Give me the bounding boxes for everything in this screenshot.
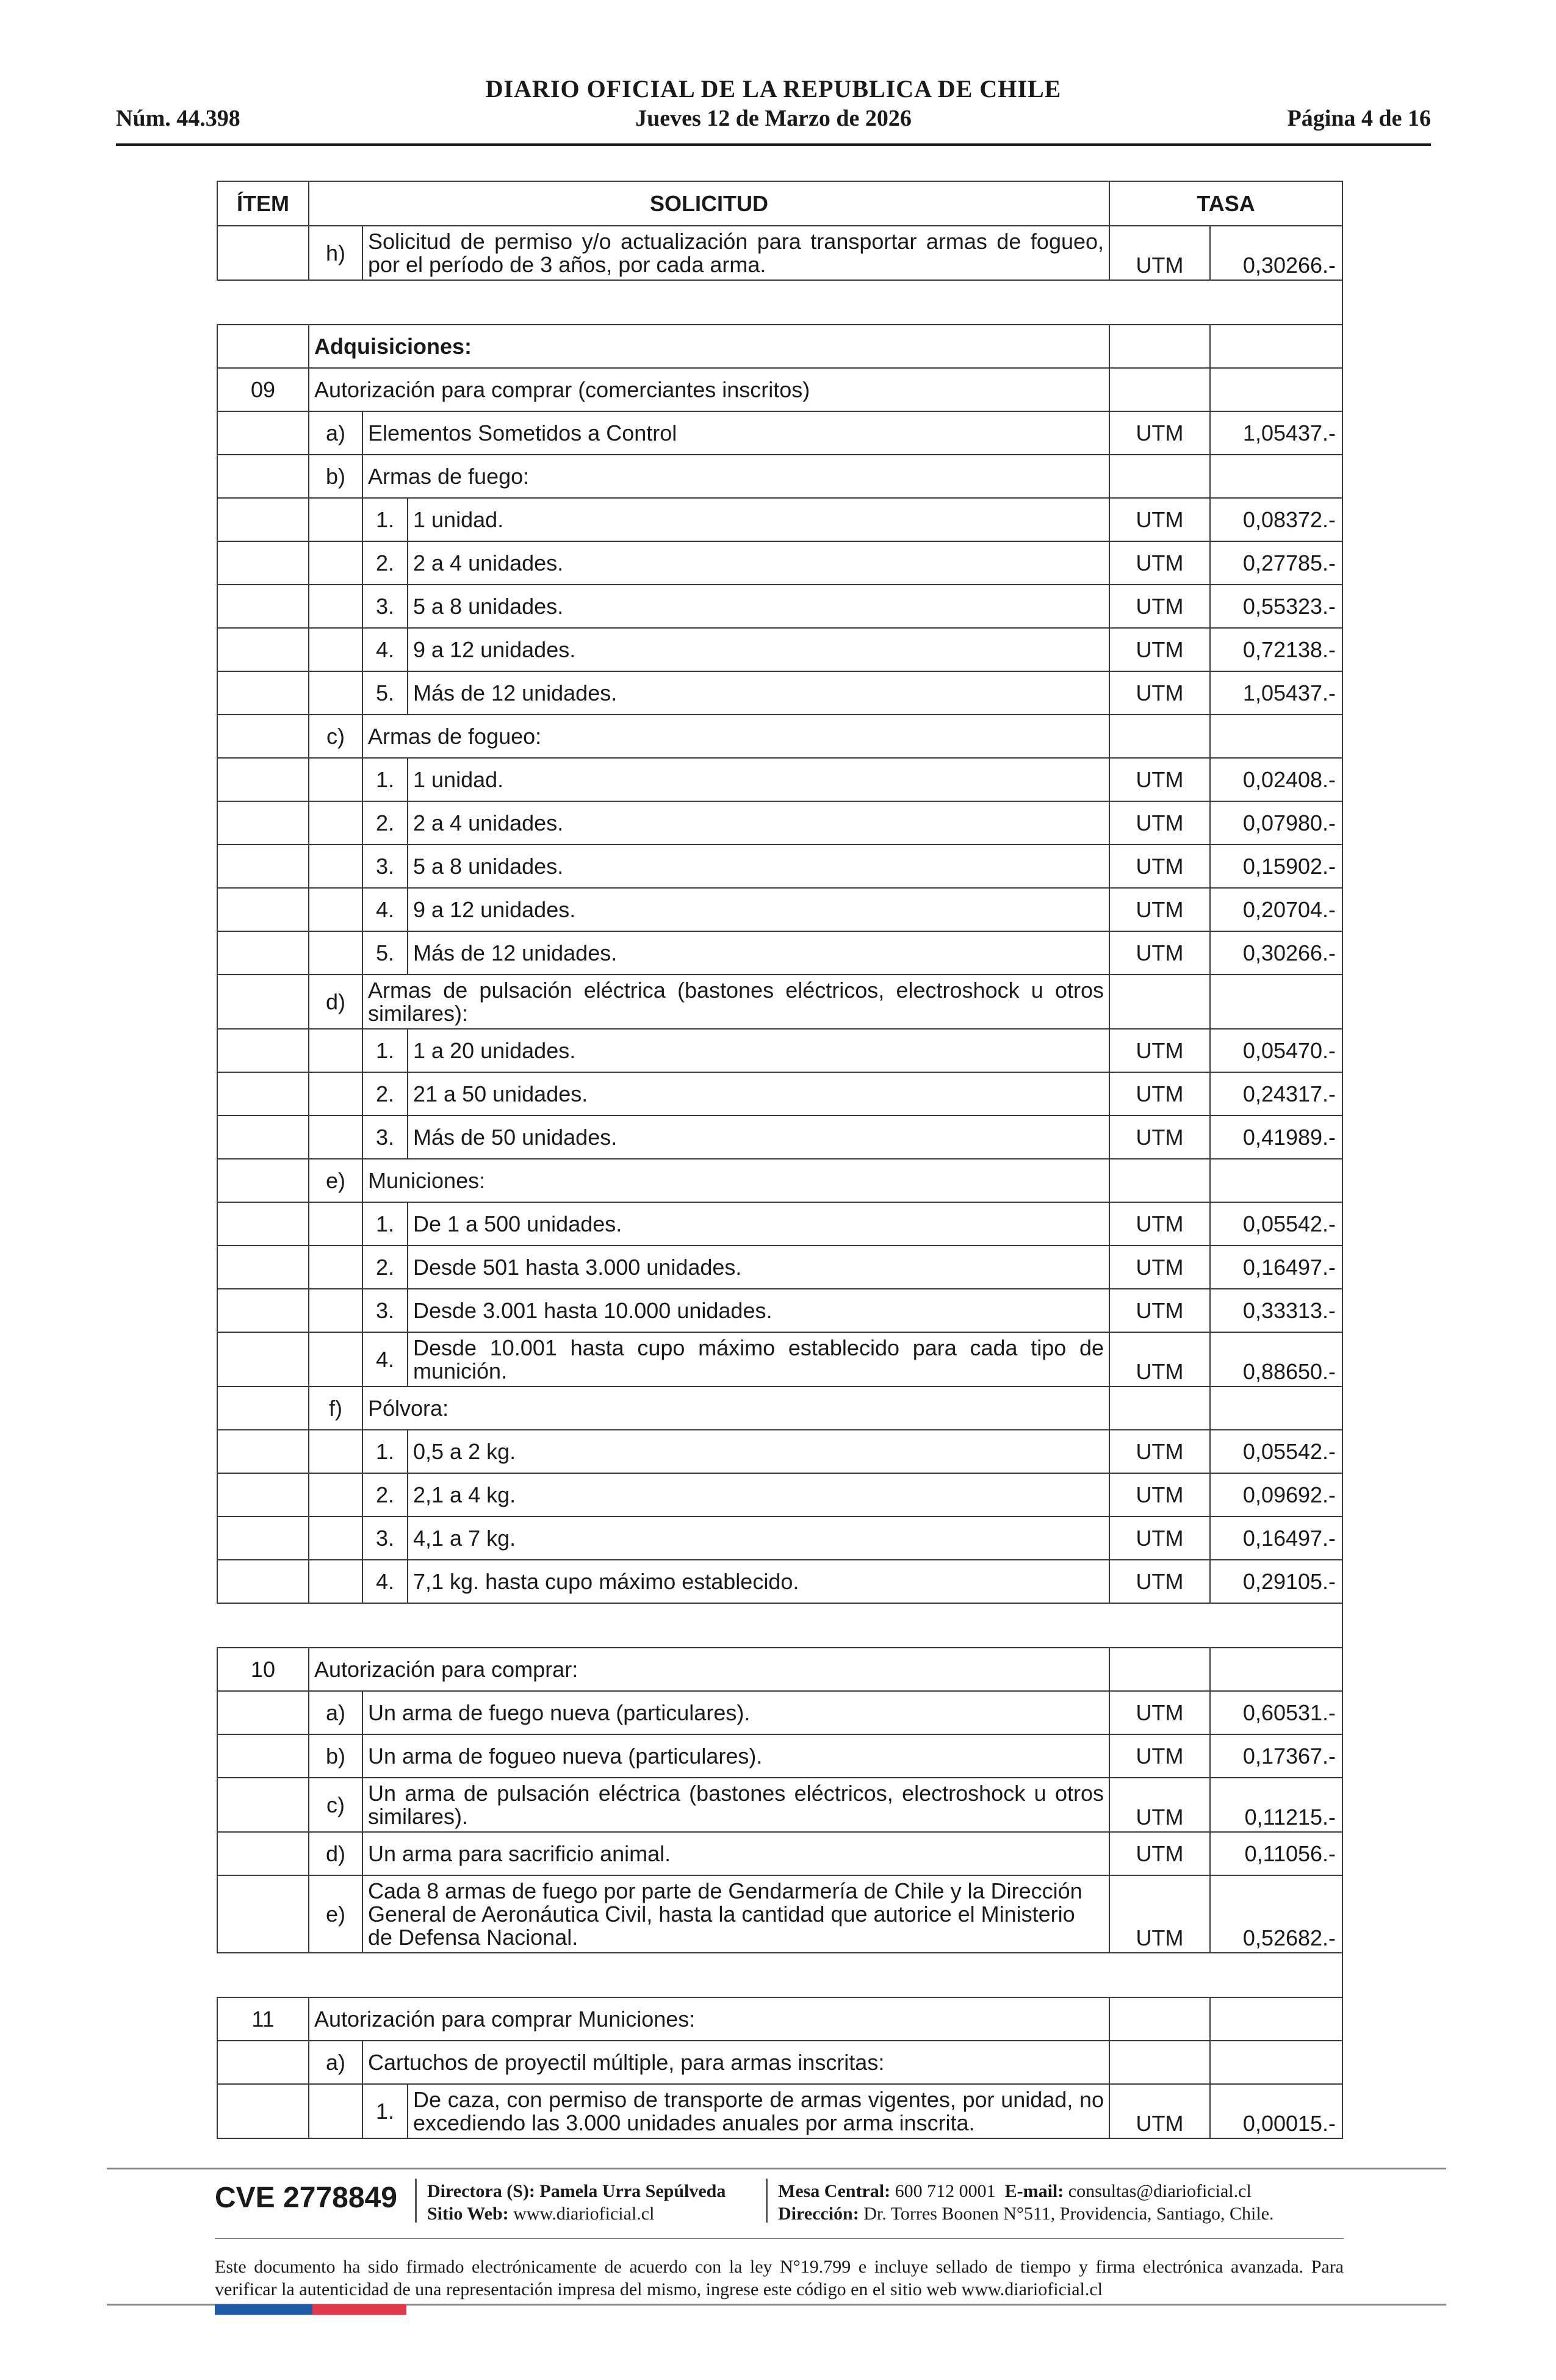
row-value: 1,05437.- bbox=[1210, 411, 1342, 455]
row-letter: d) bbox=[309, 975, 362, 1029]
table-row bbox=[217, 1516, 1342, 1560]
sub-number: 1. bbox=[362, 2084, 408, 2138]
sub-text: De caza, con permiso de transporte de armas vigentes, por unidad, no excediendo las 3.000 unidades anuales por arma inscrita. bbox=[408, 2084, 1109, 2138]
sub-text: 4,1 a 7 kg. bbox=[408, 1516, 1109, 1560]
sub-number: 2. bbox=[362, 1473, 408, 1516]
row-unit: UTM bbox=[1109, 411, 1210, 455]
direccion-label: Dirección: bbox=[778, 2204, 859, 2224]
sub-text: 2,1 a 4 kg. bbox=[408, 1473, 1109, 1516]
table-row bbox=[217, 455, 1342, 498]
header-item: ÍTEM bbox=[217, 181, 309, 226]
row-unit: UTM bbox=[1109, 1430, 1210, 1473]
item-title: Autorización para comprar Municiones: bbox=[309, 1997, 1109, 2041]
row-value: 0,20704.- bbox=[1210, 888, 1342, 931]
table-row bbox=[217, 975, 1342, 1029]
sub-text: 1 unidad. bbox=[408, 498, 1109, 541]
table-row bbox=[217, 1691, 1342, 1734]
row-letter: h) bbox=[309, 226, 362, 280]
row-unit: UTM bbox=[1109, 1332, 1210, 1387]
sub-text: Desde 10.001 hasta cupo máximo establecido para cada tipo de munición. bbox=[408, 1332, 1109, 1387]
row-unit: UTM bbox=[1109, 758, 1210, 801]
table-row bbox=[217, 845, 1342, 888]
row-unit: UTM bbox=[1109, 1516, 1210, 1560]
table-row bbox=[217, 325, 1342, 368]
page-number: Página 4 de 16 bbox=[1287, 106, 1431, 131]
row-unit: UTM bbox=[1109, 845, 1210, 888]
table-row bbox=[217, 1875, 1342, 1953]
row-value: 0,88650.- bbox=[1210, 1332, 1342, 1387]
row-unit: UTM bbox=[1109, 628, 1210, 671]
table-row bbox=[217, 1116, 1342, 1159]
item-number: 11 bbox=[217, 1997, 309, 2041]
signature-note: Este documento ha sido firmado electrónicamente de acuerdo con la ley N°19.799 e incluye sellado de tiempo y firma electrónica avanzada. Para verificar la autenticidad de una representación impresa del mismo, ingrese este código en el sitio web www.diarioficial.cl bbox=[215, 2257, 1344, 2299]
row-unit: UTM bbox=[1109, 498, 1210, 541]
table-row bbox=[217, 1997, 1342, 2041]
row-value: 0,11215.- bbox=[1210, 1778, 1342, 1832]
row-value: 0,29105.- bbox=[1210, 1560, 1342, 1603]
email-link[interactable]: consultas@diarioficial.cl bbox=[1068, 2181, 1252, 2201]
row-value: 0,05542.- bbox=[1210, 1202, 1342, 1246]
header-tasa: TASA bbox=[1109, 181, 1342, 226]
row-unit: UTM bbox=[1109, 1116, 1210, 1159]
table-row bbox=[217, 931, 1342, 975]
table-row bbox=[217, 226, 1342, 280]
row-text: Armas de fogueo: bbox=[362, 715, 1109, 758]
table-row bbox=[217, 758, 1342, 801]
row-unit: UTM bbox=[1109, 1734, 1210, 1778]
color-bar-blue bbox=[215, 2304, 312, 2315]
row-value: 0,55323.- bbox=[1210, 585, 1342, 628]
table-header-row bbox=[217, 181, 1342, 226]
color-bar-red bbox=[312, 2304, 406, 2315]
directora-name: Pamela Urra Sepúlveda bbox=[539, 2181, 726, 2201]
row-value: 0,00015.- bbox=[1210, 2084, 1342, 2138]
row-value: 0,02408.- bbox=[1210, 758, 1342, 801]
sub-number: 1. bbox=[362, 1202, 408, 1246]
sub-number: 4. bbox=[362, 628, 408, 671]
row-letter: a) bbox=[309, 411, 362, 455]
row-value: 0,08372.- bbox=[1210, 498, 1342, 541]
table-row bbox=[217, 411, 1342, 455]
newspaper-title: DIARIO OFICIAL DE LA REPUBLICA DE CHILE bbox=[485, 75, 1062, 103]
row-unit: UTM bbox=[1109, 1832, 1210, 1875]
row-unit: UTM bbox=[1109, 1691, 1210, 1734]
table-row bbox=[217, 1430, 1342, 1473]
row-letter: a) bbox=[309, 2041, 362, 2084]
web-label: Sitio Web: bbox=[427, 2204, 509, 2224]
sub-text: 1 unidad. bbox=[408, 758, 1109, 801]
sub-text: 9 a 12 unidades. bbox=[408, 888, 1109, 931]
sub-number: 3. bbox=[362, 1289, 408, 1332]
cve-code: CVE 2778849 bbox=[215, 2182, 397, 2214]
table-row bbox=[217, 1832, 1342, 1875]
row-value: 0,33313.- bbox=[1210, 1289, 1342, 1332]
item-title: Autorización para comprar (comerciantes inscritos) bbox=[309, 368, 1109, 411]
table-row bbox=[217, 1289, 1342, 1332]
table-row bbox=[217, 1246, 1342, 1289]
row-unit: UTM bbox=[1109, 1875, 1210, 1953]
sub-number: 1. bbox=[362, 498, 408, 541]
sub-number: 1. bbox=[362, 1430, 408, 1473]
table-row bbox=[217, 1560, 1342, 1603]
row-value: 0,15902.- bbox=[1210, 845, 1342, 888]
directora-label: Directora (S): bbox=[427, 2181, 535, 2201]
section-heading: Adquisiciones: bbox=[309, 325, 1109, 368]
item-title: Autorización para comprar: bbox=[309, 1648, 1109, 1691]
issue-number: Núm. 44.398 bbox=[116, 106, 240, 131]
footer-divider bbox=[107, 2168, 1446, 2169]
row-unit: UTM bbox=[1109, 801, 1210, 845]
sub-text: Más de 12 unidades. bbox=[408, 671, 1109, 715]
row-value: 0,05470.- bbox=[1210, 1029, 1342, 1072]
sub-text: 2 a 4 unidades. bbox=[408, 801, 1109, 845]
footer-separator bbox=[766, 2179, 768, 2223]
table-row bbox=[217, 715, 1342, 758]
sub-number: 4. bbox=[362, 888, 408, 931]
row-letter: c) bbox=[309, 1778, 362, 1832]
fee-table bbox=[217, 181, 1343, 2139]
row-unit: UTM bbox=[1109, 1246, 1210, 1289]
row-text: Elementos Sometidos a Control bbox=[362, 411, 1109, 455]
row-unit: UTM bbox=[1109, 585, 1210, 628]
row-text: Un arma de pulsación eléctrica (bastones eléctricos, electroshock u otros similares). bbox=[362, 1778, 1109, 1832]
row-letter: e) bbox=[309, 1159, 362, 1202]
sub-number: 3. bbox=[362, 585, 408, 628]
row-value: 0,72138.- bbox=[1210, 628, 1342, 671]
row-text: Armas de fuego: bbox=[362, 455, 1109, 498]
sub-number: 3. bbox=[362, 1116, 408, 1159]
sub-number: 5. bbox=[362, 671, 408, 715]
row-letter: a) bbox=[309, 1691, 362, 1734]
table-row bbox=[217, 1734, 1342, 1778]
row-unit: UTM bbox=[1109, 226, 1210, 280]
sub-text: Desde 501 hasta 3.000 unidades. bbox=[408, 1246, 1109, 1289]
table-row bbox=[217, 1029, 1342, 1072]
item-number: 09 bbox=[217, 368, 309, 411]
header-solicitud: SOLICITUD bbox=[309, 181, 1109, 226]
web-link[interactable]: www.diarioficial.cl bbox=[513, 2204, 655, 2224]
row-letter: c) bbox=[309, 715, 362, 758]
sub-number: 1. bbox=[362, 758, 408, 801]
item-number: 10 bbox=[217, 1648, 309, 1691]
row-unit: UTM bbox=[1109, 541, 1210, 585]
footer-separator bbox=[415, 2179, 417, 2223]
row-value: 0,24317.- bbox=[1210, 1072, 1342, 1116]
sub-text: Más de 50 unidades. bbox=[408, 1116, 1109, 1159]
sub-text: 2 a 4 unidades. bbox=[408, 541, 1109, 585]
row-unit: UTM bbox=[1109, 1029, 1210, 1072]
row-text: Un arma de fogueo nueva (particulares). bbox=[362, 1734, 1109, 1778]
row-value: 0,05542.- bbox=[1210, 1430, 1342, 1473]
sub-text: 21 a 50 unidades. bbox=[408, 1072, 1109, 1116]
row-value: 0,41989.- bbox=[1210, 1116, 1342, 1159]
direccion-value: Dr. Torres Boonen N°511, Providencia, Santiago, Chile. bbox=[863, 2204, 1274, 2224]
row-value: 0,27785.- bbox=[1210, 541, 1342, 585]
sub-number: 2. bbox=[362, 541, 408, 585]
table-row bbox=[217, 2084, 1342, 2138]
row-value: 0,30266.- bbox=[1210, 226, 1342, 280]
row-unit: UTM bbox=[1109, 1202, 1210, 1246]
row-value: 0,60531.- bbox=[1210, 1691, 1342, 1734]
row-letter: d) bbox=[309, 1832, 362, 1875]
row-value: 0,11056.- bbox=[1210, 1832, 1342, 1875]
row-text: Solicitud de permiso y/o actualización para transportar armas de fogueo, por el período de 3 años, por cada arma. bbox=[362, 226, 1109, 280]
table-row bbox=[217, 1072, 1342, 1116]
mesa-label: Mesa Central: bbox=[778, 2181, 891, 2201]
row-value: 0,16497.- bbox=[1210, 1246, 1342, 1289]
sub-number: 4. bbox=[362, 1560, 408, 1603]
sub-number: 2. bbox=[362, 801, 408, 845]
row-text: Pólvora: bbox=[362, 1387, 1109, 1430]
sub-number: 3. bbox=[362, 1516, 408, 1560]
row-value: 0,07980.- bbox=[1210, 801, 1342, 845]
table-row bbox=[217, 801, 1342, 845]
sub-number: 3. bbox=[362, 845, 408, 888]
table-row bbox=[217, 368, 1342, 411]
table-row bbox=[217, 498, 1342, 541]
sub-text: Desde 3.001 hasta 10.000 unidades. bbox=[408, 1289, 1109, 1332]
sub-text: 0,5 a 2 kg. bbox=[408, 1430, 1109, 1473]
table-row bbox=[217, 1648, 1342, 1691]
row-letter: e) bbox=[309, 1875, 362, 1953]
sub-text: Más de 12 unidades. bbox=[408, 931, 1109, 975]
table-row bbox=[217, 1778, 1342, 1832]
footer-divider bbox=[215, 2238, 1344, 2239]
row-text: Municiones: bbox=[362, 1159, 1109, 1202]
table-row bbox=[217, 541, 1342, 585]
row-value: 0,30266.- bbox=[1210, 931, 1342, 975]
sub-text: 5 a 8 unidades. bbox=[408, 585, 1109, 628]
row-unit: UTM bbox=[1109, 1778, 1210, 1832]
row-value: 0,17367.- bbox=[1210, 1734, 1342, 1778]
email-label: E-mail: bbox=[1004, 2181, 1064, 2201]
row-unit: UTM bbox=[1109, 1072, 1210, 1116]
table-row bbox=[217, 1202, 1342, 1246]
row-unit: UTM bbox=[1109, 1560, 1210, 1603]
row-text: Armas de pulsación eléctrica (bastones eléctricos, electroshock u otros similares): bbox=[362, 975, 1109, 1029]
row-text: Cada 8 armas de fuego por parte de Gendarmería de Chile y la Dirección General de Aeronáutica Civil, hasta la cantidad que autorice el Ministerio de Defensa Nacional. bbox=[362, 1875, 1109, 1953]
row-value: 0,09692.- bbox=[1210, 1473, 1342, 1516]
row-letter: b) bbox=[309, 455, 362, 498]
table-row bbox=[217, 671, 1342, 715]
sub-text: 1 a 20 unidades. bbox=[408, 1029, 1109, 1072]
page-header bbox=[116, 73, 1431, 146]
row-value: 0,52682.- bbox=[1210, 1875, 1342, 1953]
row-unit: UTM bbox=[1109, 888, 1210, 931]
row-letter: b) bbox=[309, 1734, 362, 1778]
sub-number: 5. bbox=[362, 931, 408, 975]
mesa-phone: 600 712 0001 bbox=[895, 2181, 996, 2201]
row-unit: UTM bbox=[1109, 1289, 1210, 1332]
table-row bbox=[217, 585, 1342, 628]
row-unit: UTM bbox=[1109, 2084, 1210, 2138]
table-row bbox=[217, 2041, 1342, 2084]
footer-contact-block bbox=[778, 2180, 1274, 2225]
table-row bbox=[217, 1159, 1342, 1202]
footer-director-block bbox=[427, 2180, 726, 2225]
table-row bbox=[217, 1332, 1342, 1387]
row-unit: UTM bbox=[1109, 1473, 1210, 1516]
row-value: 1,05437.- bbox=[1210, 671, 1342, 715]
sub-text: 5 a 8 unidades. bbox=[408, 845, 1109, 888]
sub-number: 2. bbox=[362, 1246, 408, 1289]
row-text: Un arma para sacrificio animal. bbox=[362, 1832, 1109, 1875]
table-row bbox=[217, 628, 1342, 671]
issue-date: Jueves 12 de Marzo de 2026 bbox=[635, 106, 912, 131]
sub-text: 7,1 kg. hasta cupo máximo establecido. bbox=[408, 1560, 1109, 1603]
row-letter: f) bbox=[309, 1387, 362, 1430]
table-row bbox=[217, 888, 1342, 931]
row-value: 0,16497.- bbox=[1210, 1516, 1342, 1560]
sub-number: 4. bbox=[362, 1332, 408, 1387]
table-row bbox=[217, 1473, 1342, 1516]
sub-number: 1. bbox=[362, 1029, 408, 1072]
sub-number: 2. bbox=[362, 1072, 408, 1116]
table-row bbox=[217, 1387, 1342, 1430]
row-text: Cartuchos de proyectil múltiple, para armas inscritas: bbox=[362, 2041, 1109, 2084]
row-unit: UTM bbox=[1109, 671, 1210, 715]
row-text: Un arma de fuego nueva (particulares). bbox=[362, 1691, 1109, 1734]
sub-text: 9 a 12 unidades. bbox=[408, 628, 1109, 671]
sub-text: De 1 a 500 unidades. bbox=[408, 1202, 1109, 1246]
row-unit: UTM bbox=[1109, 931, 1210, 975]
